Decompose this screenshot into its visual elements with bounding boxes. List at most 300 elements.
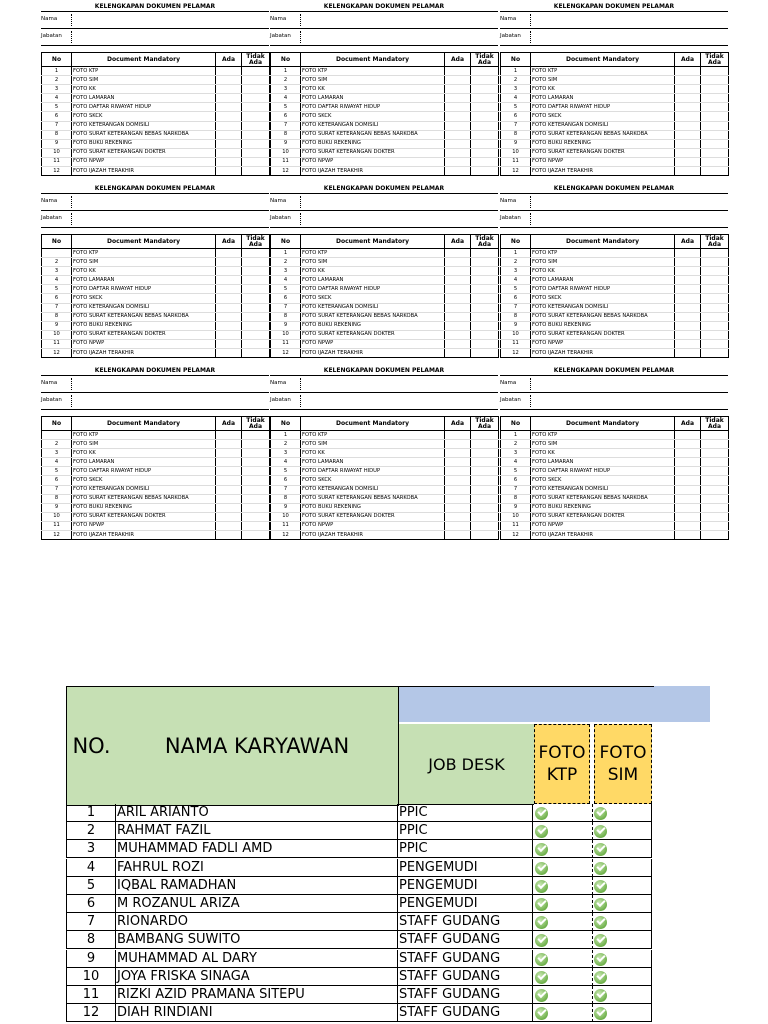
foto-ktp-cell[interactable] <box>533 1004 593 1022</box>
tidak-ada-cell[interactable] <box>701 485 729 494</box>
tidak-ada-cell[interactable] <box>242 285 270 294</box>
ada-cell[interactable] <box>216 339 242 348</box>
tidak-ada-cell[interactable] <box>701 458 729 467</box>
foto-ktp-cell[interactable] <box>533 986 593 1004</box>
ada-cell[interactable] <box>216 440 242 449</box>
header-job-desk: JOB DESK <box>398 724 534 805</box>
tidak-ada-cell[interactable] <box>242 467 270 476</box>
ada-cell[interactable] <box>216 294 242 303</box>
foto-ktp-cell[interactable] <box>533 950 593 968</box>
tidak-ada-cell[interactable] <box>701 449 729 458</box>
ada-cell[interactable] <box>675 521 701 530</box>
tidak-ada-cell[interactable] <box>242 148 270 157</box>
ada-cell[interactable] <box>675 440 701 449</box>
tidak-ada-cell[interactable] <box>471 294 499 303</box>
ada-cell[interactable] <box>675 148 701 157</box>
position-field[interactable] <box>530 395 531 407</box>
foto-ktp-cell[interactable] <box>533 859 593 877</box>
ada-cell[interactable] <box>675 94 701 103</box>
ada-cell[interactable] <box>445 449 471 458</box>
tidak-ada-cell[interactable] <box>701 139 729 148</box>
check-circle-icon <box>535 916 548 929</box>
document-name: FOTO LAMARAN <box>301 94 445 103</box>
ada-cell[interactable] <box>445 431 471 440</box>
tidak-ada-cell[interactable] <box>701 303 729 312</box>
ada-cell[interactable] <box>675 285 701 294</box>
ada-cell[interactable] <box>445 157 471 166</box>
ada-cell[interactable] <box>675 449 701 458</box>
tidak-ada-cell[interactable] <box>701 349 729 358</box>
ada-cell[interactable] <box>445 440 471 449</box>
name-field[interactable] <box>530 196 531 208</box>
col-document: Document Mandatory <box>531 235 675 249</box>
tidak-ada-cell[interactable] <box>242 312 270 321</box>
form-title: KELENGKAPAN DOKUMEN PELAMAR <box>270 367 498 376</box>
tidak-ada-cell[interactable] <box>242 503 270 512</box>
ada-cell[interactable] <box>216 94 242 103</box>
checklist-row <box>42 267 270 276</box>
ada-cell[interactable] <box>675 121 701 130</box>
ada-cell[interactable] <box>675 339 701 348</box>
ada-cell[interactable] <box>445 76 471 85</box>
tidak-ada-cell[interactable] <box>242 440 270 449</box>
tidak-ada-cell[interactable] <box>242 485 270 494</box>
ada-cell[interactable] <box>675 330 701 339</box>
ada-cell[interactable] <box>445 121 471 130</box>
tidak-ada-cell[interactable] <box>242 85 270 94</box>
position-field[interactable] <box>71 31 72 43</box>
ada-cell[interactable] <box>445 321 471 330</box>
ada-cell[interactable] <box>675 431 701 440</box>
position-field[interactable] <box>300 31 301 43</box>
tidak-ada-cell[interactable] <box>471 485 499 494</box>
ada-cell[interactable] <box>216 531 242 540</box>
ada-cell[interactable] <box>216 139 242 148</box>
ada-cell[interactable] <box>445 503 471 512</box>
ada-cell[interactable] <box>675 312 701 321</box>
ada-cell[interactable] <box>675 512 701 521</box>
tidak-ada-cell[interactable] <box>701 130 729 139</box>
ada-cell[interactable] <box>216 330 242 339</box>
position-label: Jabatan <box>270 397 291 403</box>
ada-cell[interactable] <box>675 485 701 494</box>
document-name: FOTO DAFTAR RIWAYAT HIDUP <box>72 103 216 112</box>
tidak-ada-cell[interactable] <box>471 157 499 166</box>
ada-cell[interactable] <box>675 476 701 485</box>
ada-cell[interactable] <box>445 94 471 103</box>
checklist-row <box>271 339 499 348</box>
ada-cell[interactable] <box>216 148 242 157</box>
check-circle-icon <box>535 807 548 820</box>
ada-cell[interactable] <box>445 148 471 157</box>
col-tidak-ada: Tidak Ada <box>701 235 729 249</box>
position-field[interactable] <box>300 395 301 407</box>
tidak-ada-cell[interactable] <box>471 321 499 330</box>
ada-cell[interactable] <box>445 330 471 339</box>
tidak-ada-cell[interactable] <box>471 112 499 121</box>
ada-cell[interactable] <box>216 267 242 276</box>
foto-ktp-cell[interactable] <box>533 895 593 913</box>
tidak-ada-cell[interactable] <box>471 76 499 85</box>
item-number: 3 <box>42 267 72 276</box>
ada-cell[interactable] <box>216 249 242 258</box>
ada-cell[interactable] <box>216 321 242 330</box>
tidak-ada-cell[interactable] <box>701 148 729 157</box>
item-number: 9 <box>501 139 531 148</box>
ada-cell[interactable] <box>445 458 471 467</box>
tidak-ada-cell[interactable] <box>471 339 499 348</box>
tidak-ada-cell[interactable] <box>701 503 729 512</box>
tidak-ada-cell[interactable] <box>471 130 499 139</box>
ada-cell[interactable] <box>445 285 471 294</box>
ada-cell[interactable] <box>445 112 471 121</box>
ada-cell[interactable] <box>675 103 701 112</box>
ada-cell[interactable] <box>445 130 471 139</box>
tidak-ada-cell[interactable] <box>471 167 499 176</box>
tidak-ada-cell[interactable] <box>471 276 499 285</box>
ada-cell[interactable] <box>445 139 471 148</box>
item-number: 9 <box>501 503 531 512</box>
foto-sim-cell[interactable] <box>593 877 652 895</box>
item-number: 1 <box>271 249 301 258</box>
ada-cell[interactable] <box>445 531 471 540</box>
ada-cell[interactable] <box>445 339 471 348</box>
ada-cell[interactable] <box>675 276 701 285</box>
tidak-ada-cell[interactable] <box>242 431 270 440</box>
tidak-ada-cell[interactable] <box>701 121 729 130</box>
tidak-ada-cell[interactable] <box>471 94 499 103</box>
tidak-ada-cell[interactable] <box>242 249 270 258</box>
tidak-ada-cell[interactable] <box>701 512 729 521</box>
foto-sim-cell[interactable] <box>593 859 652 877</box>
foto-sim-cell[interactable] <box>593 913 652 931</box>
ada-cell[interactable] <box>675 76 701 85</box>
ada-cell[interactable] <box>216 467 242 476</box>
ada-cell[interactable] <box>445 349 471 358</box>
checklist-row <box>271 531 499 540</box>
ada-cell[interactable] <box>216 503 242 512</box>
name-field[interactable] <box>300 196 301 208</box>
tidak-ada-cell[interactable] <box>471 312 499 321</box>
document-table <box>41 234 270 358</box>
tidak-ada-cell[interactable] <box>471 494 499 503</box>
ada-cell[interactable] <box>675 130 701 139</box>
foto-ktp-cell[interactable] <box>533 840 593 858</box>
tidak-ada-cell[interactable] <box>701 76 729 85</box>
tidak-ada-cell[interactable] <box>471 449 499 458</box>
tidak-ada-cell[interactable] <box>471 476 499 485</box>
tidak-ada-cell[interactable] <box>471 503 499 512</box>
foto-ktp-cell[interactable] <box>533 822 593 840</box>
ada-cell[interactable] <box>216 103 242 112</box>
ada-cell[interactable] <box>675 494 701 503</box>
foto-sim-cell[interactable] <box>593 1004 652 1022</box>
tidak-ada-cell[interactable] <box>242 349 270 358</box>
foto-sim-cell[interactable] <box>593 986 652 1004</box>
foto-ktp-cell[interactable] <box>533 913 593 931</box>
position-field[interactable] <box>530 31 531 43</box>
ada-cell[interactable] <box>675 321 701 330</box>
ada-cell[interactable] <box>445 303 471 312</box>
checklist-row <box>271 103 499 112</box>
ada-cell[interactable] <box>445 467 471 476</box>
document-name: FOTO SURAT KETERANGAN DOKTER <box>301 512 445 521</box>
checklist-row <box>501 276 729 285</box>
ada-cell[interactable] <box>216 121 242 130</box>
ada-cell[interactable] <box>445 85 471 94</box>
document-name: FOTO LAMARAN <box>531 458 675 467</box>
name-row <box>270 376 498 393</box>
tidak-ada-cell[interactable] <box>242 121 270 130</box>
ada-cell[interactable] <box>216 494 242 503</box>
tidak-ada-cell[interactable] <box>471 330 499 339</box>
tidak-ada-cell[interactable] <box>242 167 270 176</box>
tidak-ada-cell[interactable] <box>701 258 729 267</box>
foto-ktp-cell[interactable] <box>533 931 593 949</box>
ada-cell[interactable] <box>216 449 242 458</box>
tidak-ada-cell[interactable] <box>471 458 499 467</box>
ada-cell[interactable] <box>675 167 701 176</box>
tidak-ada-cell[interactable] <box>242 339 270 348</box>
item-number: 5 <box>42 467 72 476</box>
tidak-ada-cell[interactable] <box>471 349 499 358</box>
ada-cell[interactable] <box>445 312 471 321</box>
tidak-ada-cell[interactable] <box>242 330 270 339</box>
foto-sim-cell[interactable] <box>593 804 652 822</box>
foto-sim-cell[interactable] <box>593 822 652 840</box>
item-number: 12 <box>271 167 301 176</box>
tidak-ada-cell[interactable] <box>701 157 729 166</box>
tidak-ada-cell[interactable] <box>701 521 729 530</box>
ada-cell[interactable] <box>675 531 701 540</box>
ada-cell[interactable] <box>216 258 242 267</box>
ada-cell[interactable] <box>216 349 242 358</box>
tidak-ada-cell[interactable] <box>701 321 729 330</box>
ada-cell[interactable] <box>675 267 701 276</box>
position-field[interactable] <box>71 213 72 225</box>
tidak-ada-cell[interactable] <box>701 339 729 348</box>
item-number: 6 <box>501 476 531 485</box>
tidak-ada-cell[interactable] <box>242 94 270 103</box>
tidak-ada-cell[interactable] <box>471 121 499 130</box>
tidak-ada-cell[interactable] <box>701 312 729 321</box>
tidak-ada-cell[interactable] <box>471 467 499 476</box>
tidak-ada-cell[interactable] <box>242 103 270 112</box>
ada-cell[interactable] <box>445 521 471 530</box>
ada-cell[interactable] <box>216 485 242 494</box>
ada-cell[interactable] <box>445 476 471 485</box>
checklist-row <box>42 130 270 139</box>
tidak-ada-cell[interactable] <box>242 321 270 330</box>
tidak-ada-cell[interactable] <box>701 276 729 285</box>
col-no: No <box>501 53 531 67</box>
name-field[interactable] <box>300 14 301 26</box>
tidak-ada-cell[interactable] <box>471 431 499 440</box>
ada-cell[interactable] <box>445 67 471 76</box>
name-field[interactable] <box>530 378 531 390</box>
ada-cell[interactable] <box>675 503 701 512</box>
ada-cell[interactable] <box>675 349 701 358</box>
tidak-ada-cell[interactable] <box>701 476 729 485</box>
tidak-ada-cell[interactable] <box>471 531 499 540</box>
ada-cell[interactable] <box>216 67 242 76</box>
tidak-ada-cell[interactable] <box>242 139 270 148</box>
position-label: Jabatan <box>270 33 291 39</box>
ada-cell[interactable] <box>216 521 242 530</box>
ada-cell[interactable] <box>445 258 471 267</box>
ada-cell[interactable] <box>216 157 242 166</box>
tidak-ada-cell[interactable] <box>471 67 499 76</box>
tidak-ada-cell[interactable] <box>471 85 499 94</box>
item-number: 4 <box>42 458 72 467</box>
ada-cell[interactable] <box>445 276 471 285</box>
tidak-ada-cell[interactable] <box>471 267 499 276</box>
tidak-ada-cell[interactable] <box>471 521 499 530</box>
tidak-ada-cell[interactable] <box>242 76 270 85</box>
ada-cell[interactable] <box>216 303 242 312</box>
position-field[interactable] <box>300 213 301 225</box>
tidak-ada-cell[interactable] <box>471 103 499 112</box>
tidak-ada-cell[interactable] <box>242 267 270 276</box>
ada-cell[interactable] <box>445 267 471 276</box>
foto-ktp-cell[interactable] <box>533 968 593 986</box>
tidak-ada-cell[interactable] <box>701 440 729 449</box>
position-field[interactable] <box>71 395 72 407</box>
tidak-ada-cell[interactable] <box>701 431 729 440</box>
ada-cell[interactable] <box>675 85 701 94</box>
tidak-ada-cell[interactable] <box>242 458 270 467</box>
checklist-row <box>501 321 729 330</box>
ada-cell[interactable] <box>445 512 471 521</box>
ada-cell[interactable] <box>675 303 701 312</box>
ada-cell[interactable] <box>675 258 701 267</box>
tidak-ada-cell[interactable] <box>242 294 270 303</box>
ada-cell[interactable] <box>216 76 242 85</box>
ada-cell[interactable] <box>445 167 471 176</box>
header-band <box>398 686 710 722</box>
ada-cell[interactable] <box>216 276 242 285</box>
ada-cell[interactable] <box>445 249 471 258</box>
document-name: FOTO KETERANGAN DOMISILI <box>531 303 675 312</box>
tidak-ada-cell[interactable] <box>242 112 270 121</box>
foto-sim-cell[interactable] <box>593 950 652 968</box>
foto-ktp-cell[interactable] <box>533 877 593 895</box>
item-number: 3 <box>271 85 301 94</box>
ada-cell[interactable] <box>675 467 701 476</box>
tidak-ada-cell[interactable] <box>471 303 499 312</box>
tidak-ada-cell[interactable] <box>701 112 729 121</box>
tidak-ada-cell[interactable] <box>701 85 729 94</box>
ada-cell[interactable] <box>216 167 242 176</box>
tidak-ada-cell[interactable] <box>701 67 729 76</box>
tidak-ada-cell[interactable] <box>701 467 729 476</box>
tidak-ada-cell[interactable] <box>701 103 729 112</box>
row-number: 2 <box>66 822 116 840</box>
ada-cell[interactable] <box>216 112 242 121</box>
ada-cell[interactable] <box>445 494 471 503</box>
name-field[interactable] <box>71 14 72 26</box>
foto-sim-cell[interactable] <box>593 840 652 858</box>
tidak-ada-cell[interactable] <box>242 449 270 458</box>
tidak-ada-cell[interactable] <box>471 512 499 521</box>
tidak-ada-cell[interactable] <box>242 303 270 312</box>
tidak-ada-cell[interactable] <box>701 330 729 339</box>
tidak-ada-cell[interactable] <box>471 258 499 267</box>
tidak-ada-cell[interactable] <box>471 249 499 258</box>
foto-sim-cell[interactable] <box>593 931 652 949</box>
ada-cell[interactable] <box>216 431 242 440</box>
ada-cell[interactable] <box>675 112 701 121</box>
document-name: FOTO DAFTAR RIWAYAT HIDUP <box>301 285 445 294</box>
position-field[interactable] <box>530 213 531 225</box>
ada-cell[interactable] <box>675 249 701 258</box>
col-no: No <box>501 417 531 431</box>
name-field[interactable] <box>530 14 531 26</box>
tidak-ada-cell[interactable] <box>242 67 270 76</box>
tidak-ada-cell[interactable] <box>701 249 729 258</box>
foto-sim-cell[interactable] <box>593 968 652 986</box>
name-field[interactable] <box>71 196 72 208</box>
tidak-ada-cell[interactable] <box>242 130 270 139</box>
ada-cell[interactable] <box>216 85 242 94</box>
tidak-ada-cell[interactable] <box>242 258 270 267</box>
tidak-ada-cell[interactable] <box>242 521 270 530</box>
document-name: FOTO NPWP <box>531 521 675 530</box>
tidak-ada-cell[interactable] <box>701 294 729 303</box>
tidak-ada-cell[interactable] <box>701 94 729 103</box>
ada-cell[interactable] <box>216 476 242 485</box>
checklist-row <box>271 521 499 530</box>
tidak-ada-cell[interactable] <box>242 494 270 503</box>
ada-cell[interactable] <box>675 157 701 166</box>
ada-cell[interactable] <box>216 512 242 521</box>
ada-cell[interactable] <box>675 458 701 467</box>
tidak-ada-cell[interactable] <box>471 148 499 157</box>
name-field[interactable] <box>71 378 72 390</box>
ada-cell[interactable] <box>675 139 701 148</box>
tidak-ada-cell[interactable] <box>701 267 729 276</box>
foto-ktp-cell[interactable] <box>533 804 593 822</box>
tidak-ada-cell[interactable] <box>242 531 270 540</box>
ada-cell[interactable] <box>216 130 242 139</box>
tidak-ada-cell[interactable] <box>242 157 270 166</box>
tidak-ada-cell[interactable] <box>471 440 499 449</box>
form-title: KELENGKAPAN DOKUMEN PELAMAR <box>41 367 269 376</box>
tidak-ada-cell[interactable] <box>471 139 499 148</box>
tidak-ada-cell[interactable] <box>701 494 729 503</box>
ada-cell[interactable] <box>675 67 701 76</box>
tidak-ada-cell[interactable] <box>701 167 729 176</box>
foto-sim-cell[interactable] <box>593 895 652 913</box>
position-row <box>270 29 498 46</box>
item-number: 8 <box>271 130 301 139</box>
ada-cell[interactable] <box>216 312 242 321</box>
ada-cell[interactable] <box>216 285 242 294</box>
item-number: 12 <box>42 349 72 358</box>
ada-cell[interactable] <box>445 294 471 303</box>
ada-cell[interactable] <box>445 485 471 494</box>
tidak-ada-cell[interactable] <box>242 476 270 485</box>
ada-cell[interactable] <box>445 103 471 112</box>
tidak-ada-cell[interactable] <box>242 276 270 285</box>
tidak-ada-cell[interactable] <box>471 285 499 294</box>
tidak-ada-cell[interactable] <box>242 512 270 521</box>
ada-cell[interactable] <box>675 294 701 303</box>
ada-cell[interactable] <box>216 458 242 467</box>
tidak-ada-cell[interactable] <box>701 285 729 294</box>
name-field[interactable] <box>300 378 301 390</box>
tidak-ada-cell[interactable] <box>701 531 729 540</box>
